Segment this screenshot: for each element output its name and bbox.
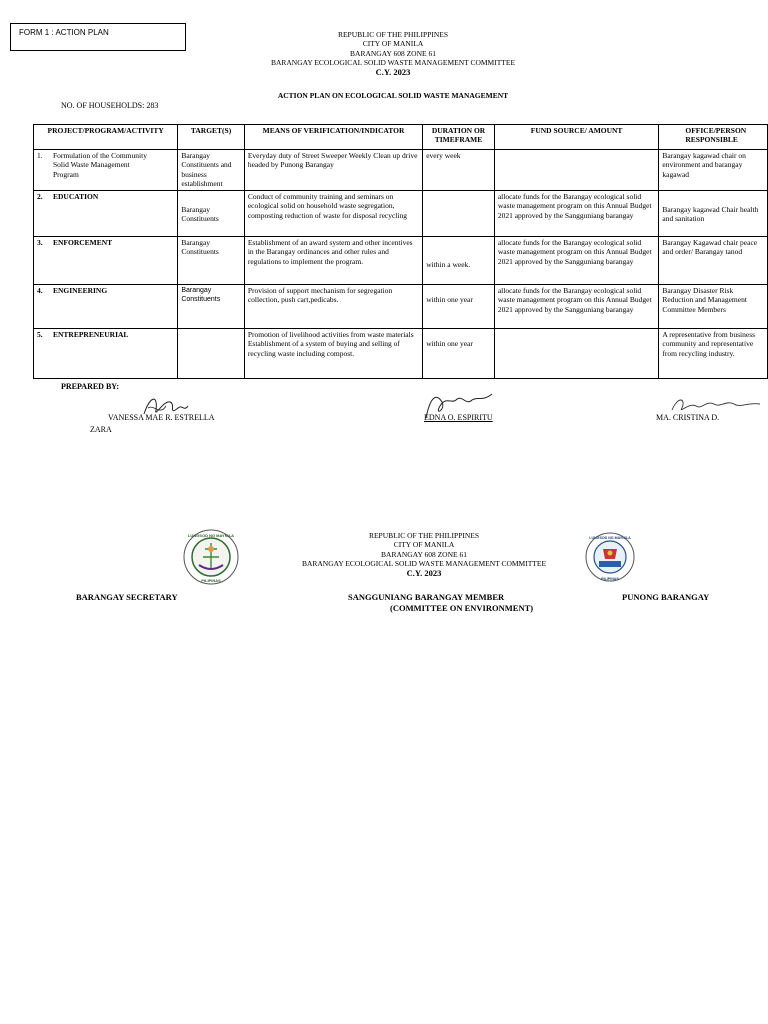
footer-line-city: CITY OF MANILA xyxy=(393,540,455,550)
table-header-row xyxy=(34,125,768,150)
cell-means: Establishment of an award system and other incentives in the Barangay ordinances and other rules and regulations to implement the program. xyxy=(244,237,422,285)
cell-target: Barangay Constituents xyxy=(178,191,245,237)
signatory-2-name: EDNA O. ESPIRITU xyxy=(424,413,493,422)
form-label: FORM 1 : ACTION PLAN xyxy=(10,23,186,51)
header-line-city: CITY OF MANILA xyxy=(362,39,424,49)
footer-line-committee: BARANGAY ECOLOGICAL SOLID WASTE MANAGEMENT COMMITTEE xyxy=(301,559,547,569)
cell-means: Everyday duty of Street Sweeper Weekly Clean up drive headed by Punong Barangay xyxy=(244,150,422,191)
cell-office: Barangay Kagawad chair peace and order/ Barangay tanod xyxy=(659,237,768,285)
col-header-fund: FUND SOURCE/ AMOUNT xyxy=(494,125,659,150)
cell-project: 2. EDUCATION xyxy=(34,191,178,237)
cell-means: Conduct of community training and seminars on ecological solid on household waste segregation, composting reduction of waste for disposal recycling xyxy=(244,191,422,237)
seal-right-top-text: LUNGSOD NG MAYNILA xyxy=(589,536,631,540)
cell-office: A representative from business community and representative from recycling industry. xyxy=(659,329,768,379)
seal-left-top-text: LUNGSOD NG MAYNILA xyxy=(187,533,235,538)
footer-line-republic: REPUBLIC OF THE PHILIPPINES xyxy=(368,531,480,540)
header-line-republic: REPUBLIC OF THE PHILIPPINES xyxy=(337,30,449,39)
cell-office: Barangay kagawad Chair health and sanitation xyxy=(659,191,768,237)
col-header-target: TARGET(S) xyxy=(178,125,245,150)
cell-project: 3. ENFORCEMENT xyxy=(34,237,178,285)
cell-project: 1. Formulation of the Community Solid Waste Management Program xyxy=(34,150,178,191)
role-punong-barangay: PUNONG BARANGAY xyxy=(622,592,710,602)
header-line-committee: BARANGAY ECOLOGICAL SOLID WASTE MANAGEMENT COMMITTEE xyxy=(270,58,516,68)
cell-fund xyxy=(494,150,659,191)
role-committee-environment: (COMMITTEE ON ENVIRONMENT) xyxy=(390,603,534,613)
cell-fund: allocate funds for the Barangay ecological solid waste management program on this Annual Budget 2021 approved by the Sangguniang barangay xyxy=(494,191,659,237)
seal-right-bottom-text: PILIPINAS xyxy=(601,577,619,581)
cell-target: Barangay Constituents xyxy=(178,285,245,329)
table-row xyxy=(34,237,768,285)
col-header-means: MEANS OF VERIFICATION/INDICATOR xyxy=(244,125,422,150)
cell-means: Promotion of livelihood activities from waste materials Establishment of a system of buying and selling of recycling waste including compost. xyxy=(244,329,422,379)
cell-duration: within one year xyxy=(423,285,495,329)
cell-means: Provision of support mechanism for segregation collection, push cart,pedicabs. xyxy=(244,285,422,329)
footer-header xyxy=(0,531,768,578)
cell-project: 5. ENTREPRENEURIAL xyxy=(34,329,178,379)
signatory-1-name-line2: ZARA xyxy=(90,425,112,434)
cell-duration: within one year xyxy=(423,329,495,379)
cell-duration xyxy=(423,191,495,237)
households-count: NO. OF HOUSEHOLDS: 283 xyxy=(61,101,159,110)
col-header-office: OFFICE/PERSON RESPONSIBLE xyxy=(659,125,768,150)
signatory-1-name: VANESSA MAE R. ESTRELLA xyxy=(108,413,215,422)
cell-project: 4. ENGINEERING xyxy=(34,285,178,329)
document-title: ACTION PLAN ON ECOLOGICAL SOLID WASTE MANAGEMENT xyxy=(277,91,509,100)
signatory-3-name: MA. CRISTINA D. xyxy=(656,413,720,422)
document-header xyxy=(0,30,768,77)
role-barangay-secretary: BARANGAY SECRETARY xyxy=(76,592,178,602)
footer-line-barangay: BARANGAY 608 ZONE 61 xyxy=(381,549,467,559)
cell-target: Barangay Constituents xyxy=(178,237,245,285)
cell-office: Barangay kagawad chair on environment and barangay kagawad xyxy=(659,150,768,191)
cell-office: Barangay Disaster Risk Reduction and Management Committee Members xyxy=(659,285,768,329)
header-line-barangay: BARANGAY 608 ZONE 61 xyxy=(350,48,436,58)
table-row xyxy=(34,191,768,237)
cell-duration: within a week. xyxy=(423,237,495,285)
header-calendar-year: C.Y. 2023 xyxy=(375,66,411,77)
cell-fund xyxy=(494,329,659,379)
table-row xyxy=(34,329,768,379)
cell-target xyxy=(178,329,245,379)
cell-fund: allocate funds for the Barangay ecological solid waste management program on this Annual Budget 2021 approved by the Sangguniang barangay xyxy=(494,285,659,329)
city-seal-right xyxy=(585,531,635,583)
seal-left-bottom-text: PILIPINAS xyxy=(201,578,221,583)
table-row xyxy=(34,285,768,329)
role-sangguniang-member: SANGGUNIANG BARANGAY MEMBER xyxy=(348,592,505,602)
cell-duration: every week xyxy=(423,150,495,191)
cell-target: Barangay Constituents and business establishment xyxy=(178,150,245,191)
footer-calendar-year: C.Y. 2023 xyxy=(406,567,442,578)
table-row xyxy=(34,150,768,191)
prepared-by-label: PREPARED BY: xyxy=(61,382,120,391)
col-header-duration: DURATION OR TIMEFRAME xyxy=(423,125,495,150)
action-plan-table xyxy=(33,124,768,379)
cell-fund: allocate funds for the Barangay ecological solid waste management program on this Annual Budget 2021 approved by the Sangguniang barangay xyxy=(494,237,659,285)
col-header-project: PROJECT/PROGRAM/ACTIVITY xyxy=(34,125,178,150)
